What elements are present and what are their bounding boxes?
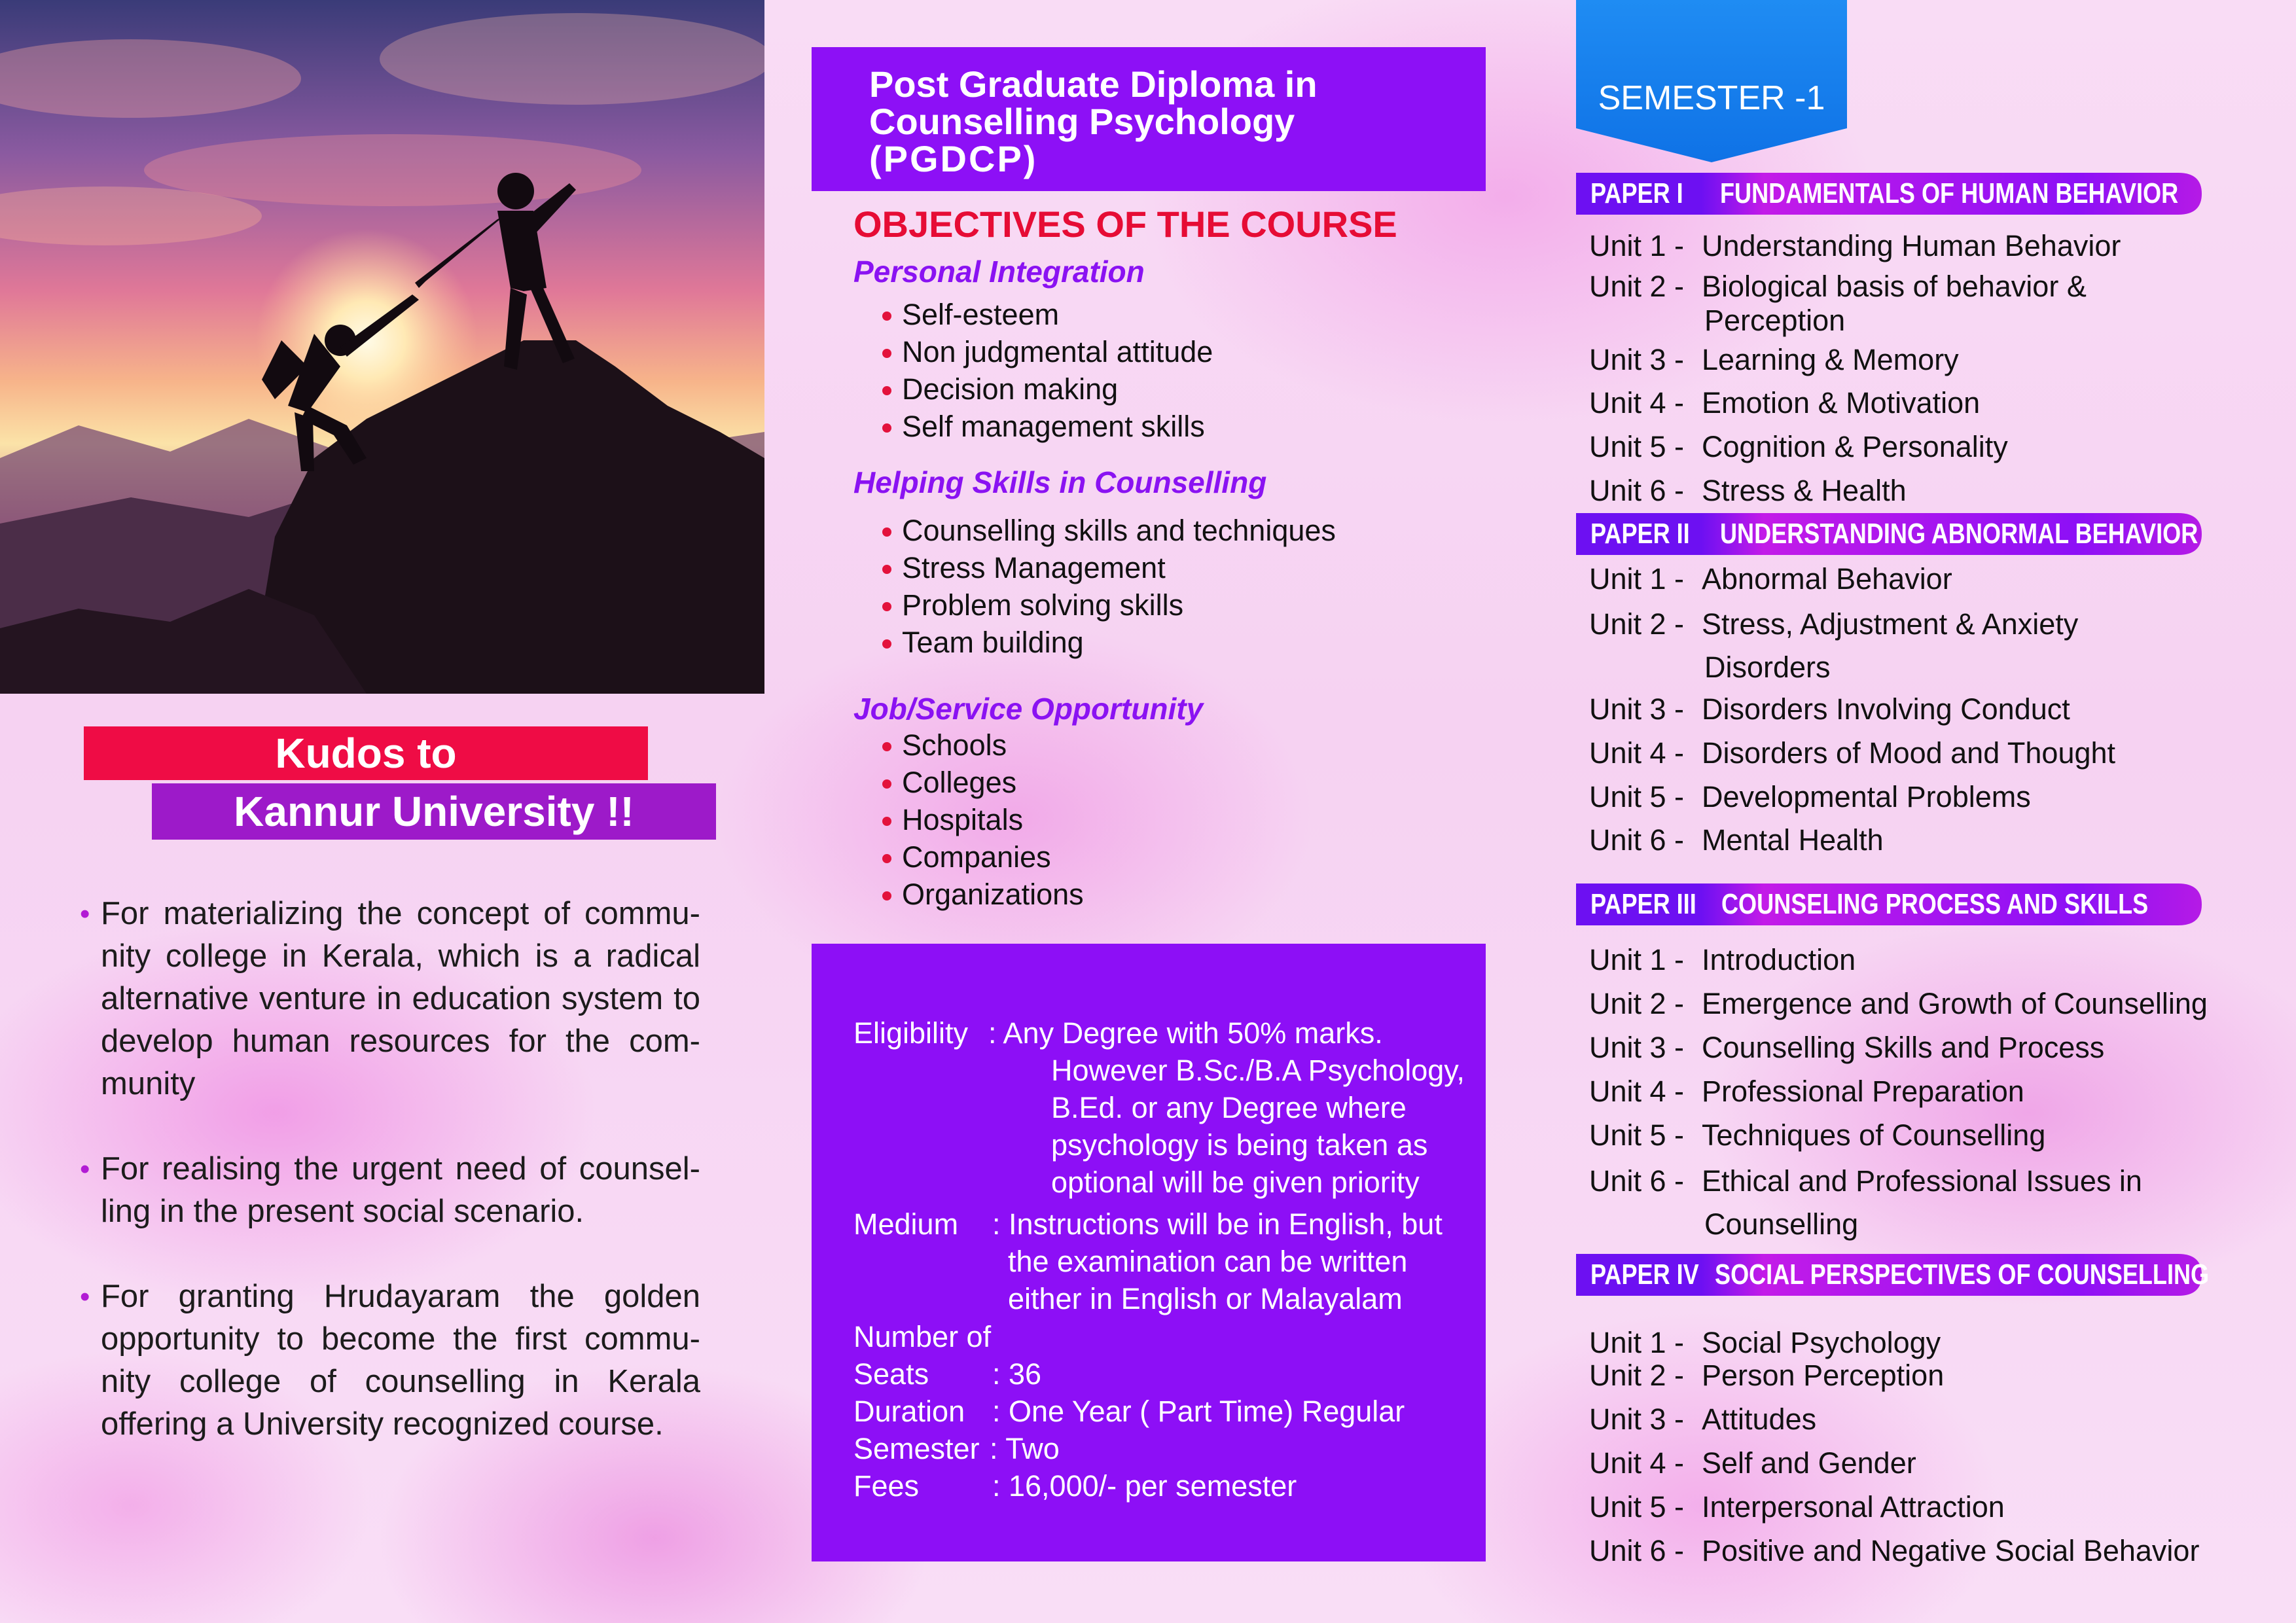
list-item: Stress Management bbox=[853, 549, 1336, 586]
bullet-dot-icon bbox=[882, 817, 891, 826]
unit-row: Unit 3 - Counselling Skills and Process bbox=[1589, 1031, 2105, 1064]
job-opportunity-list bbox=[853, 726, 1084, 913]
unit-row: Unit 4 - Disorders of Mood and Thought bbox=[1589, 736, 2116, 770]
reason-item: • For materializing the concept of commu- nity college in Kerala, which is a radical alternative venture in education system to develop human resources for the com- munity bbox=[80, 893, 700, 1105]
unit-row: Unit 4 - Self and Gender bbox=[1589, 1446, 1916, 1480]
bullet-dot-icon bbox=[882, 854, 891, 863]
unit-row: Unit 2 - Emergence and Growth of Counselling bbox=[1589, 987, 2208, 1020]
paper-title: UNDERSTANDING ABNORMAL BEHAVIOR bbox=[1720, 518, 2198, 550]
section-heading-job-opportunity: Job/Service Opportunity bbox=[853, 692, 1204, 726]
unit-row: Unit 6 - Positive and Negative Social Behavior bbox=[1589, 1534, 2200, 1567]
fees-value: : 16,000/- per semester bbox=[992, 1469, 1297, 1503]
bullet-dot-icon bbox=[882, 565, 891, 574]
list-item: Self-esteem bbox=[853, 296, 1213, 333]
medium-label: Medium bbox=[853, 1207, 959, 1241]
paper-2-header bbox=[1576, 513, 2202, 555]
unit-row: Unit 5 - Cognition & Personality bbox=[1589, 430, 2008, 463]
paper-3-header bbox=[1576, 883, 2202, 925]
list-item: Organizations bbox=[853, 876, 1084, 913]
unit-row: Unit 3 - Attitudes bbox=[1589, 1402, 1817, 1436]
paper-4-header bbox=[1576, 1254, 2210, 1296]
kudos-banner-line1: Kudos to bbox=[84, 726, 648, 780]
list-item: Non judgmental attitude bbox=[853, 333, 1213, 370]
kudos-banner-line2: Kannur University !! bbox=[152, 783, 716, 840]
list-item: Team building bbox=[853, 624, 1336, 661]
unit-row: Unit 2 - Biological basis of behavior & Perception bbox=[1589, 270, 2087, 337]
paper-title: FUNDAMENTALS OF HUMAN BEHAVIOR bbox=[1720, 177, 2179, 209]
sunset-climbers-photo bbox=[0, 0, 764, 694]
seats-row bbox=[853, 1318, 1475, 1391]
paper-number: PAPER I bbox=[1590, 177, 1683, 209]
fees-label: Fees bbox=[853, 1469, 920, 1503]
semester-label: SEMESTER -1 bbox=[1598, 79, 1825, 117]
reasons-list bbox=[80, 893, 700, 1488]
list-item: Self management skills bbox=[853, 408, 1213, 445]
semester-value: : Two bbox=[990, 1432, 1060, 1465]
seats-label-line1: Number of bbox=[853, 1320, 992, 1353]
semester-label: Semester bbox=[853, 1432, 980, 1465]
unit-row: Unit 2 - Person Perception bbox=[1589, 1359, 1945, 1392]
list-item: Schools bbox=[853, 726, 1084, 764]
list-item: Problem solving skills bbox=[853, 586, 1336, 624]
unit-row: Unit 6 - Mental Health bbox=[1589, 823, 1884, 857]
course-title: Post Graduate Diploma in Counselling Psychology (PGDCP) bbox=[869, 63, 1318, 179]
bullet-dot-icon bbox=[882, 779, 891, 789]
bullet-dot-icon bbox=[882, 527, 891, 537]
unit-row: Unit 5 - Interpersonal Attraction bbox=[1589, 1490, 2005, 1524]
eligibility-label: Eligibility bbox=[853, 1016, 969, 1050]
bullet-icon: • bbox=[80, 1153, 90, 1185]
bullet-dot-icon bbox=[882, 386, 891, 395]
unit-row: Unit 6 - Stress & Health bbox=[1589, 474, 1907, 507]
bullet-dot-icon bbox=[882, 891, 891, 901]
unit-row: Unit 5 - Techniques of Counselling bbox=[1589, 1118, 2046, 1152]
paper-1-header bbox=[1576, 173, 2202, 215]
list-item: Companies bbox=[853, 838, 1084, 876]
unit-row: Unit 4 - Emotion & Motivation bbox=[1589, 386, 1981, 419]
list-item: Decision making bbox=[853, 370, 1213, 408]
unit-row: Unit 2 - Stress, Adjustment & Anxiety Disorders bbox=[1589, 607, 2079, 684]
bullet-icon: • bbox=[80, 1281, 90, 1313]
unit-row: Unit 5 - Developmental Problems bbox=[1589, 780, 2031, 813]
unit-row: Unit 3 - Learning & Memory bbox=[1589, 343, 1959, 376]
list-item: Hospitals bbox=[853, 801, 1084, 838]
personal-integration-list bbox=[853, 296, 1213, 445]
bullet-dot-icon bbox=[882, 349, 891, 358]
paper-title: COUNSELING PROCESS AND SKILLS bbox=[1721, 888, 2149, 920]
objectives-heading: OBJECTIVES OF THE COURSE bbox=[853, 204, 1397, 245]
bullet-dot-icon bbox=[882, 423, 891, 433]
reason-item: • For realising the urgent need of counsel- ling in the present social scenario. bbox=[80, 1148, 700, 1233]
section-heading-helping-skills: Helping Skills in Counselling bbox=[853, 465, 1267, 499]
bullet-dot-icon bbox=[882, 639, 891, 649]
paper-number: PAPER II bbox=[1590, 518, 1690, 550]
seats-value: : 36 bbox=[992, 1357, 1042, 1391]
unit-row: Unit 1 - Understanding Human Behavior bbox=[1589, 229, 2121, 262]
unit-row: Unit 6 - Ethical and Professional Issues in Counselling bbox=[1589, 1164, 2142, 1241]
list-item: Counselling skills and techniques bbox=[853, 512, 1336, 549]
paper-title: SOCIAL PERSPECTIVES OF COUNSELLING bbox=[1715, 1258, 2210, 1291]
list-item: Colleges bbox=[853, 764, 1084, 801]
bullet-dot-icon bbox=[882, 312, 891, 321]
course-info-box: Eligibility : Any Degree with 50% marks. However B.Sc./B.A Psychology, B.Ed. or any Degree where psychology is being taken as optional will be given priority Medium : Instructions will be in English, but the examination can be written either in English or Malayalam Number of Seats : 36 Duration : One Year ( Part Time) Regular Semester : Two Fees : 16,000/- per semester bbox=[812, 944, 1486, 1561]
duration-value: : One Year ( Part Time) Regular bbox=[992, 1395, 1405, 1428]
unit-row: Unit 4 - Professional Preparation bbox=[1589, 1075, 2024, 1108]
reason-item: • For granting Hrudayaram the golden opportunity to become the first commu- nity college of counselling in Kerala offering a University recognized course. bbox=[80, 1275, 700, 1446]
paper-number: PAPER III bbox=[1590, 888, 1696, 920]
seats-label-line2: Seats bbox=[853, 1357, 929, 1391]
helping-skills-list bbox=[853, 512, 1336, 661]
unit-row: Unit 1 - Social Psychology bbox=[1589, 1326, 1941, 1359]
unit-row: Unit 1 - Introduction bbox=[1589, 943, 1856, 976]
unit-row: Unit 3 - Disorders Involving Conduct bbox=[1589, 692, 2070, 726]
bullet-dot-icon bbox=[882, 742, 891, 751]
bullet-dot-icon bbox=[882, 602, 891, 611]
section-heading-personal-integration: Personal Integration bbox=[853, 255, 1145, 289]
unit-row: Unit 1 - Abnormal Behavior bbox=[1589, 562, 1952, 596]
paper-number: PAPER IV bbox=[1590, 1258, 1699, 1291]
bullet-icon: • bbox=[80, 898, 90, 930]
duration-label: Duration bbox=[853, 1395, 965, 1428]
